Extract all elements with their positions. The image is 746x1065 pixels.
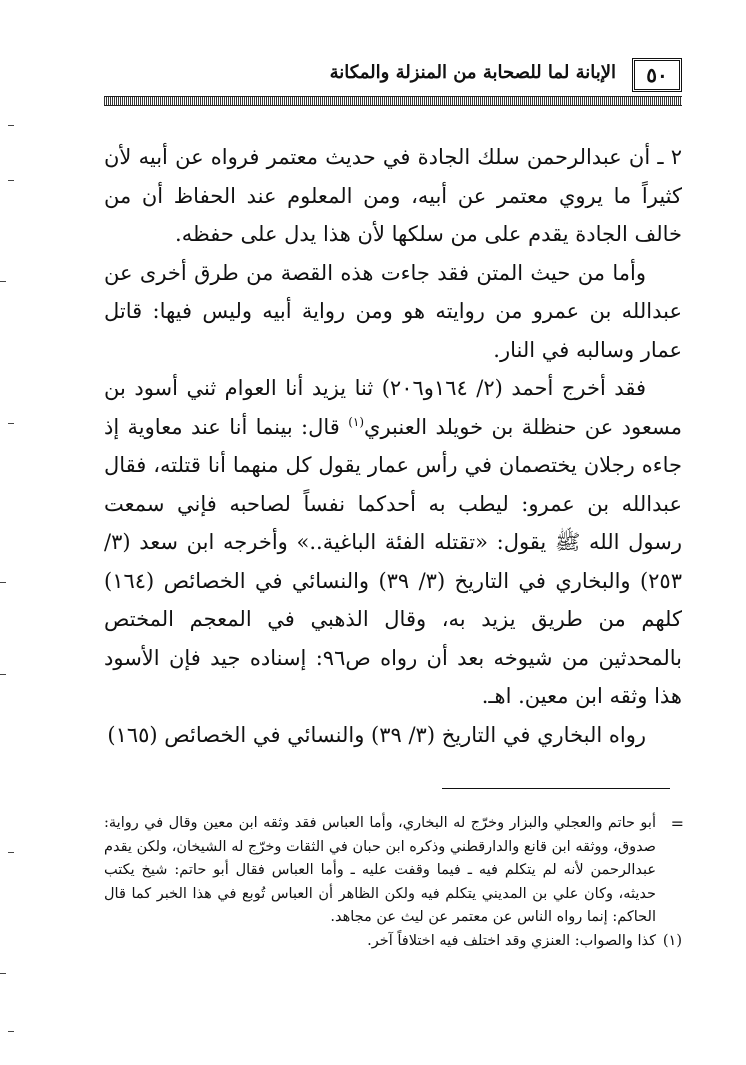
page-number: ٥٠: [632, 58, 682, 92]
footnote-text: كذا والصواب: العنزي وقد اختلف فيه اختلافاً آخر.: [367, 932, 656, 949]
paragraph-3-text-b: قال: بينما أنا عند معاوية إذ جاءه رجلان يختصمان في رأس عمار يقول كل منهما أنا قتلته، فقال عبدالله بن عمرو: ليطب به أحدكما نفساً لصاحبه فإني سمعت رسول الله ﷺ يقول: «تقتله الفئة الباغية..» وأخرجه ابن سعد (٣/ ٢٥٣) والبخاري في التاريخ (٣/ ٣٩) والنسائي في الخصائص (١٦٤) كلهم من طريق يزيد به، وقال الذهبي في المعجم المختص بالمحدثين من شيوخه بعد أن رواه ص٩٦: إسناده جيد فإن الأسود هذا وثقه ابن معين. اهـ.: [104, 414, 682, 708]
header-rule: [104, 96, 682, 106]
margin-tick: [8, 852, 14, 853]
paragraph-1: ٢ ـ أن عبدالرحمن سلك الجادة في حديث معتمر فرواه عن أبيه لأن كثيراً ما يروي معتمر عن أبيه، ومن المعلوم عند الحفاظ أن من خالف الجادة يقدم على من سلكها لأن هذا يدل على حفظه.: [104, 145, 682, 246]
footnotes: [104, 812, 682, 953]
margin-tick: [8, 423, 14, 424]
footnote-continuation-text: أبو حاتم والعجلي والبزار وخرّج له البخاري، وأما العباس فقد وثقه ابن معين وقال في رواية: صدوق، ووثقه ابن قانع والدارقطني وذكره ابن حبان في الثقات وخرّج له الشيخان، ولكن يقدم عبدالرحمن لأنه لم يتكلم فيه ـ فيما وقفت عليه ـ وأما العباس فقال أبو حاتم: شيخ يكتب حديثه، وكان علي بن المديني يتكلم فيه ولكن الظاهر أن العباس تُوبع في هذا الخبر كما قال الحاكم: إنما رواه الناس عن معتمر عن ليث عن مجاهد.: [104, 815, 656, 925]
margin-tick: [8, 125, 14, 126]
main-text: [104, 138, 682, 754]
paragraph-3: [104, 369, 682, 716]
footnote-separator: [442, 788, 670, 789]
running-title: الإبانة لما للصحابة من المنزلة والمكانة: [329, 62, 616, 83]
paragraph-2: وأما من حيث المتن فقد جاءت هذه القصة من طرق أخرى عن عبدالله بن عمرو من روايته هو ومن رواية أبيه وليس فيها: قاتل عمار وسالبه في النار.: [104, 260, 682, 362]
footnote-continuation: [104, 812, 682, 930]
footnote-marker: (١): [662, 932, 682, 949]
margin-tick: [0, 582, 6, 583]
margin-tick: [8, 180, 14, 181]
paragraph-4: رواه البخاري في التاريخ (٣/ ٣٩) والنسائي في الخصائص (١٦٥): [107, 722, 646, 747]
margin-tick: [8, 1031, 14, 1032]
page-header: [104, 52, 682, 100]
footnote-1: [104, 930, 682, 954]
paragraph-3-text-a: فقد أخرج أحمد (٢/ ١٦٤و٢٠٦) ثنا يزيد أنا العوام ثني أسود بن مسعود عن حنظلة بن خويلد العنبري: [104, 376, 682, 439]
footnote-reference: (١): [348, 414, 365, 429]
continuation-mark: =: [670, 814, 684, 833]
margin-tick: [0, 281, 6, 282]
margin-tick: [0, 973, 6, 974]
margin-tick: [0, 674, 6, 675]
